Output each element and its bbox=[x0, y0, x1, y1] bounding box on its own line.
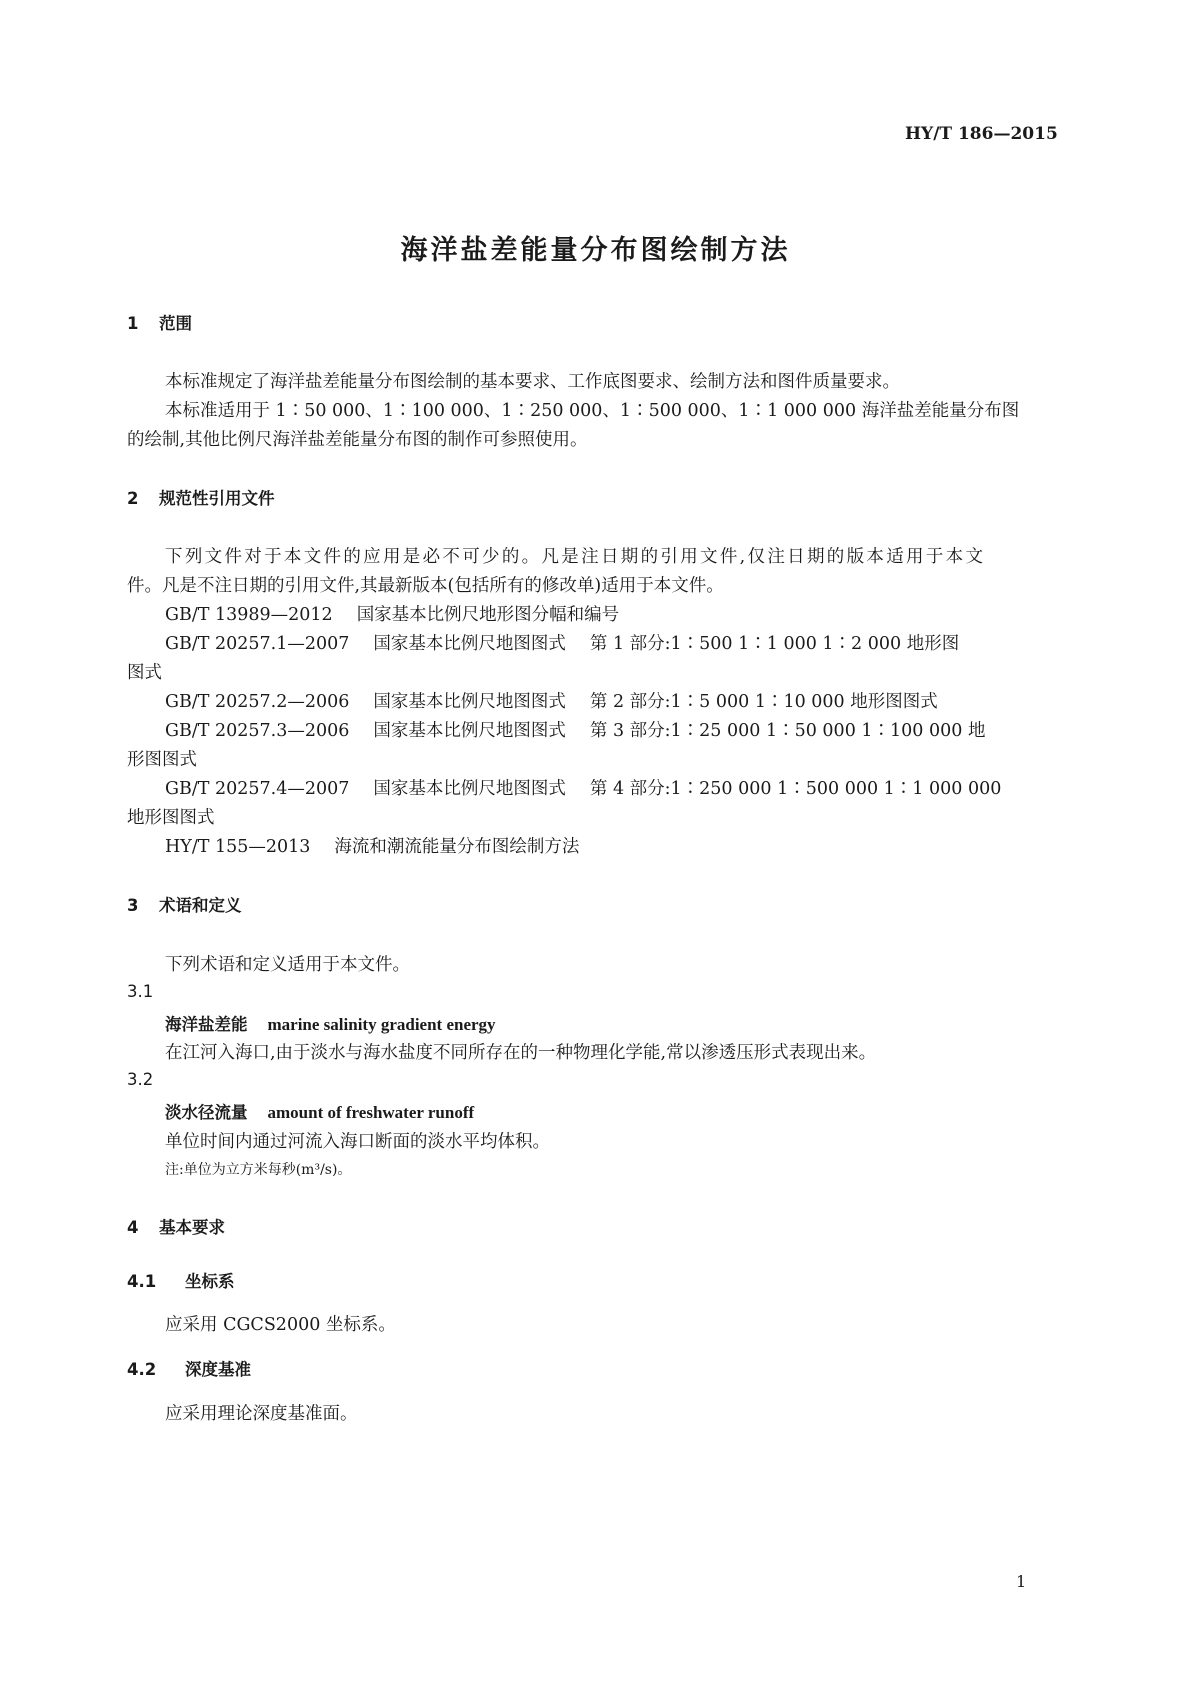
paragraph: 下列术语和定义适用于本文件。 bbox=[165, 955, 410, 975]
term-heading bbox=[165, 1099, 474, 1123]
reference-item bbox=[165, 775, 1001, 800]
reference-code: GB/T 20257.4—2007 bbox=[165, 779, 350, 799]
term-number: 3.1 bbox=[127, 982, 154, 1001]
reference-part: 第 1 部分:1∶500 1∶1 000 1∶2 000 地形图 bbox=[589, 634, 960, 654]
section-1-heading bbox=[127, 310, 192, 334]
section-4-heading bbox=[127, 1214, 225, 1238]
section-3-heading bbox=[127, 892, 242, 916]
reference-code: GB/T 20257.3—2006 bbox=[165, 721, 350, 741]
section-2-heading bbox=[127, 485, 275, 509]
subsection-number: 4.1 bbox=[127, 1272, 157, 1291]
subsection-4-2-heading bbox=[127, 1356, 251, 1380]
page-number: 1 bbox=[1016, 1572, 1027, 1591]
section-title: 规范性引用文件 bbox=[159, 489, 275, 508]
paragraph: 本标准规定了海洋盐差能量分布图绘制的基本要求、工作底图要求、绘制方法和图件质量要求。 bbox=[165, 372, 900, 392]
reference-code: GB/T 13989—2012 bbox=[165, 605, 333, 625]
paragraph-continuation: 件。凡是不注日期的引用文件,其最新版本(包括所有的修改单)适用于本文件。 bbox=[127, 576, 724, 596]
subsection-number: 4.2 bbox=[127, 1360, 157, 1379]
reference-item bbox=[165, 833, 579, 858]
section-number: 4 bbox=[127, 1218, 139, 1237]
subsection-4-1-heading bbox=[127, 1268, 235, 1292]
reference-item bbox=[165, 601, 619, 626]
reference-code: GB/T 20257.2—2006 bbox=[165, 692, 350, 712]
document-title: 海洋盐差能量分布图绘制方法 bbox=[400, 235, 791, 266]
reference-part: 第 4 部分:1∶250 000 1∶500 000 1∶1 000 000 bbox=[589, 779, 1002, 799]
reference-code: GB/T 20257.1—2007 bbox=[165, 634, 350, 654]
reference-continuation: 图式 bbox=[127, 663, 162, 683]
standard-code: HY/T 186—2015 bbox=[905, 124, 1058, 144]
section-title: 术语和定义 bbox=[159, 896, 242, 915]
term-zh: 淡水径流量 bbox=[165, 1103, 248, 1122]
term-heading bbox=[165, 1011, 496, 1035]
reference-item bbox=[165, 688, 938, 713]
reference-title: 国家基本比例尺地图图式 bbox=[373, 779, 566, 799]
paragraph: 下列文件对于本文件的应用是必不可少的。凡是注日期的引用文件,仅注日期的版本适用于本文 bbox=[165, 547, 983, 567]
reference-code: HY/T 155—2013 bbox=[165, 837, 311, 857]
reference-continuation: 地形图图式 bbox=[127, 808, 215, 828]
paragraph: 应采用 CGCS2000 坐标系。 bbox=[165, 1315, 396, 1335]
section-number: 2 bbox=[127, 489, 139, 508]
subsection-title: 坐标系 bbox=[185, 1272, 235, 1291]
reference-part: 第 3 部分:1∶25 000 1∶50 000 1∶100 000 地 bbox=[589, 721, 986, 741]
paragraph: 本标准适用于 1∶50 000、1∶100 000、1∶250 000、1∶500 000、1∶1 000 000 海洋盐差能量分布图 bbox=[165, 401, 1020, 421]
reference-title: 国家基本比例尺地图图式 bbox=[373, 721, 566, 741]
subsection-title: 深度基准 bbox=[185, 1360, 251, 1379]
paragraph-continuation: 的绘制,其他比例尺海洋盐差能量分布图的制作可参照使用。 bbox=[127, 430, 588, 450]
term-zh: 海洋盐差能 bbox=[165, 1015, 248, 1034]
paragraph: 应采用理论深度基准面。 bbox=[165, 1404, 358, 1424]
reference-title: 国家基本比例尺地形图分幅和编号 bbox=[356, 605, 620, 625]
section-number: 3 bbox=[127, 896, 139, 915]
reference-continuation: 形图图式 bbox=[127, 750, 197, 770]
term-en: amount of freshwater runoff bbox=[267, 1103, 475, 1122]
term-number: 3.2 bbox=[127, 1070, 154, 1089]
section-number: 1 bbox=[127, 314, 139, 333]
term-definition: 在江河入海口,由于淡水与海水盐度不同所存在的一种物理化学能,常以渗透压形式表现出来。 bbox=[165, 1043, 877, 1063]
note: 注:单位为立方米每秒(m³/s)。 bbox=[165, 1162, 352, 1178]
section-title: 范围 bbox=[159, 314, 192, 333]
term-en: marine salinity gradient energy bbox=[267, 1015, 496, 1034]
section-title: 基本要求 bbox=[159, 1218, 225, 1237]
reference-title: 国家基本比例尺地图图式 bbox=[373, 634, 566, 654]
reference-part: 第 2 部分:1∶5 000 1∶10 000 地形图图式 bbox=[589, 692, 938, 712]
reference-title: 海流和潮流能量分布图绘制方法 bbox=[334, 837, 580, 857]
reference-item bbox=[165, 717, 985, 742]
reference-item bbox=[165, 630, 959, 655]
reference-title: 国家基本比例尺地图图式 bbox=[373, 692, 566, 712]
term-definition: 单位时间内通过河流入海口断面的淡水平均体积。 bbox=[165, 1132, 550, 1152]
